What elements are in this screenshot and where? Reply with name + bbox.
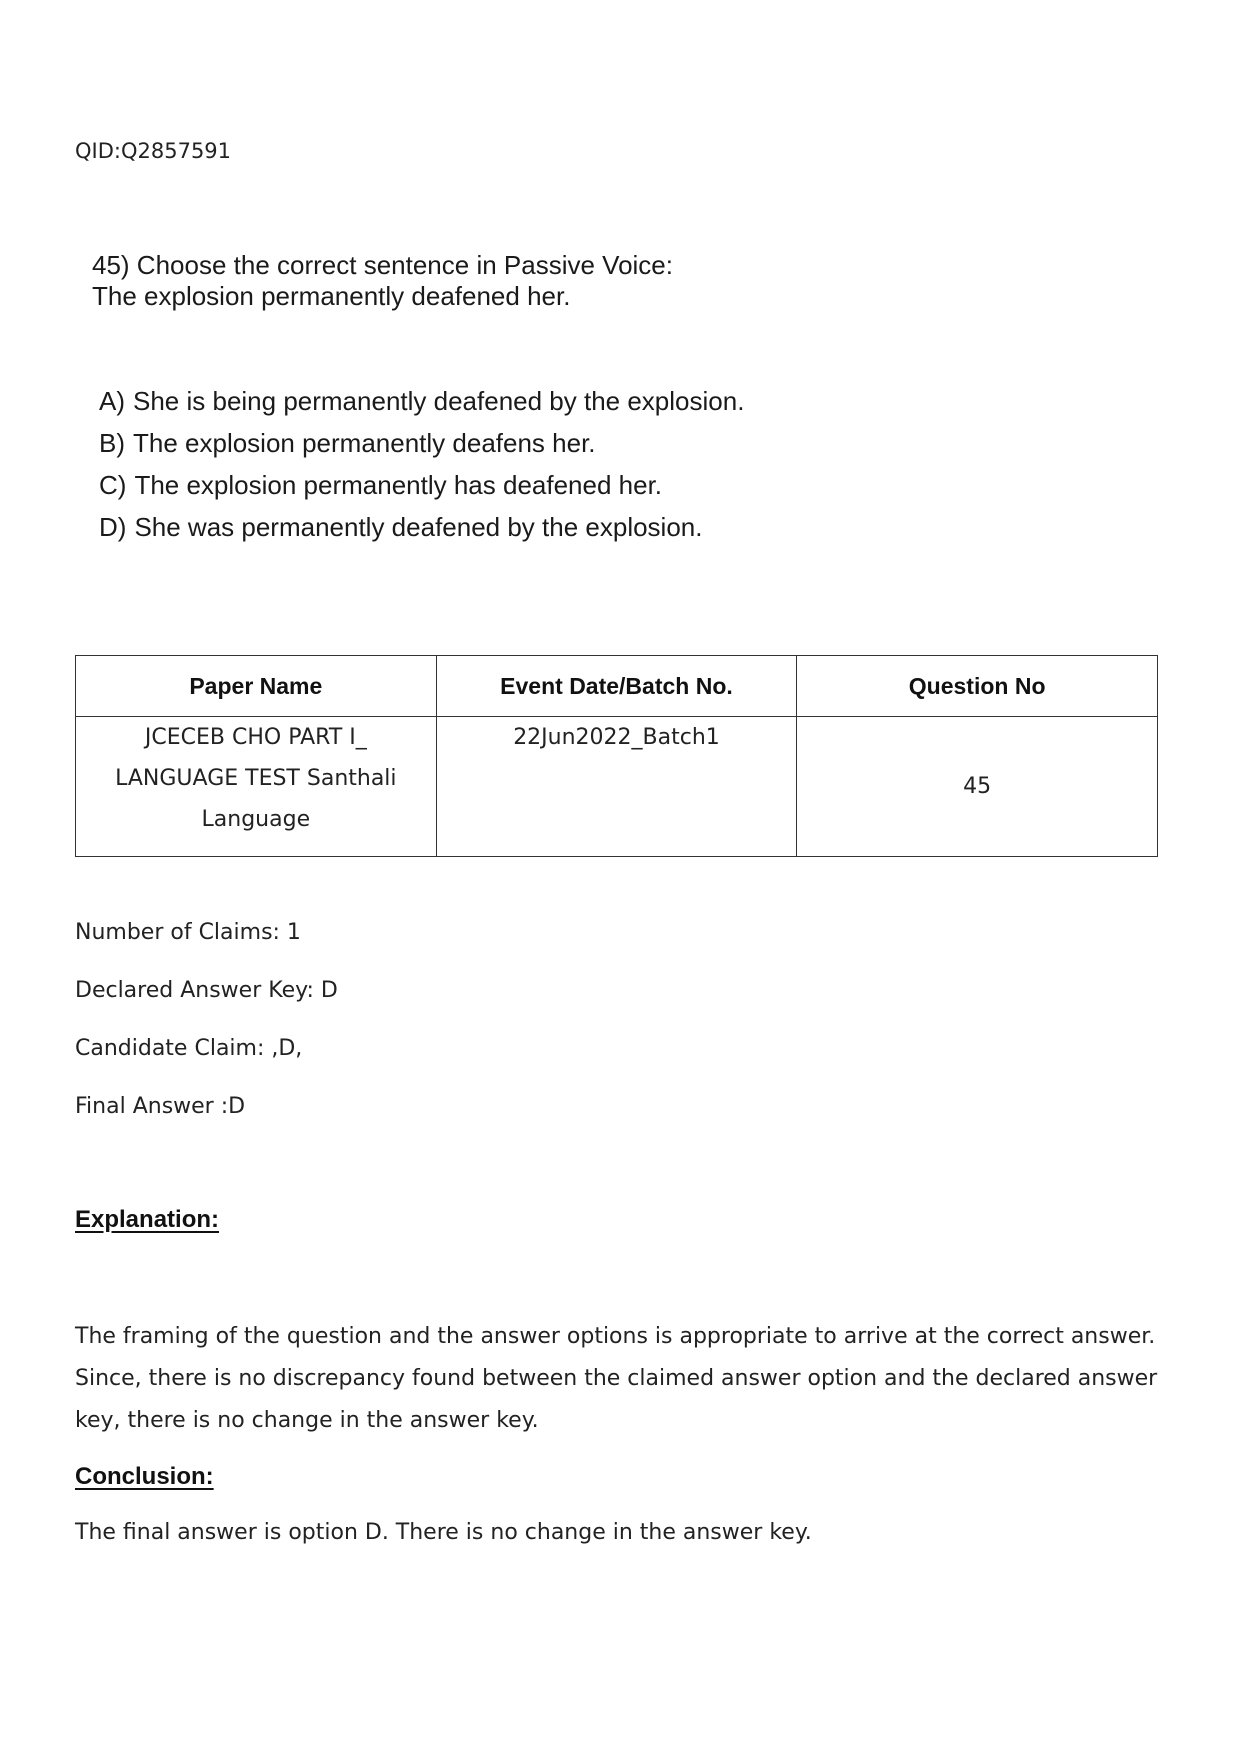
option-letter: B) [99, 428, 125, 458]
explanation-text: The framing of the question and the answer options is appropriate to arrive at the correct answer. Since, there is no discrepancy found between the claimed answer option and the declared answer key, there is no change in the answer key. [75, 1324, 1158, 1433]
conclusion-text: The final answer is option D. There is no change in the answer key. [75, 1520, 812, 1545]
option-text: She is being permanently deafened by the explosion. [133, 386, 745, 416]
option-c [99, 464, 859, 506]
header-question-no: Question No [797, 656, 1158, 717]
option-letter: D) [99, 512, 127, 542]
header-paper-name: Paper Name [76, 656, 437, 717]
final-answer: Final Answer :D [75, 1094, 246, 1119]
question-stem-line-2: The explosion permanently deafened her. [92, 281, 571, 311]
header-event-date: Event Date/Batch No. [436, 656, 797, 717]
candidate-claim: Candidate Claim: ,D, [75, 1036, 303, 1061]
option-a [99, 380, 859, 422]
cell-paper-name: JCECEB CHO PART I_ LANGUAGE TEST Santhali Language [76, 717, 437, 857]
option-letter: A) [99, 386, 125, 416]
table-header-row [76, 656, 1158, 717]
option-b [99, 422, 859, 464]
option-letter: C) [99, 470, 127, 500]
option-text: She was permanently deafened by the explosion. [134, 512, 703, 542]
answer-options [99, 380, 859, 548]
option-text: The explosion permanently has deafened her. [134, 470, 663, 500]
number-of-claims: Number of Claims: 1 [75, 920, 301, 945]
option-text: The explosion permanently deafens her. [133, 428, 596, 458]
table-row [76, 717, 1158, 857]
declared-answer-key: Declared Answer Key: D [75, 978, 338, 1003]
question-image [92, 250, 745, 542]
cell-question-no: 45 [797, 717, 1158, 857]
conclusion-heading: Conclusion: [75, 1463, 214, 1490]
question-stem-line-1: 45) Choose the correct sentence in Passive Voice: [92, 250, 673, 280]
paper-info-table [75, 655, 1158, 857]
question-id: QID:Q2857591 [75, 139, 232, 163]
cell-event-date: 22Jun2022_Batch1 [436, 717, 797, 857]
explanation-heading: Explanation: [75, 1206, 220, 1233]
option-d [99, 506, 859, 548]
